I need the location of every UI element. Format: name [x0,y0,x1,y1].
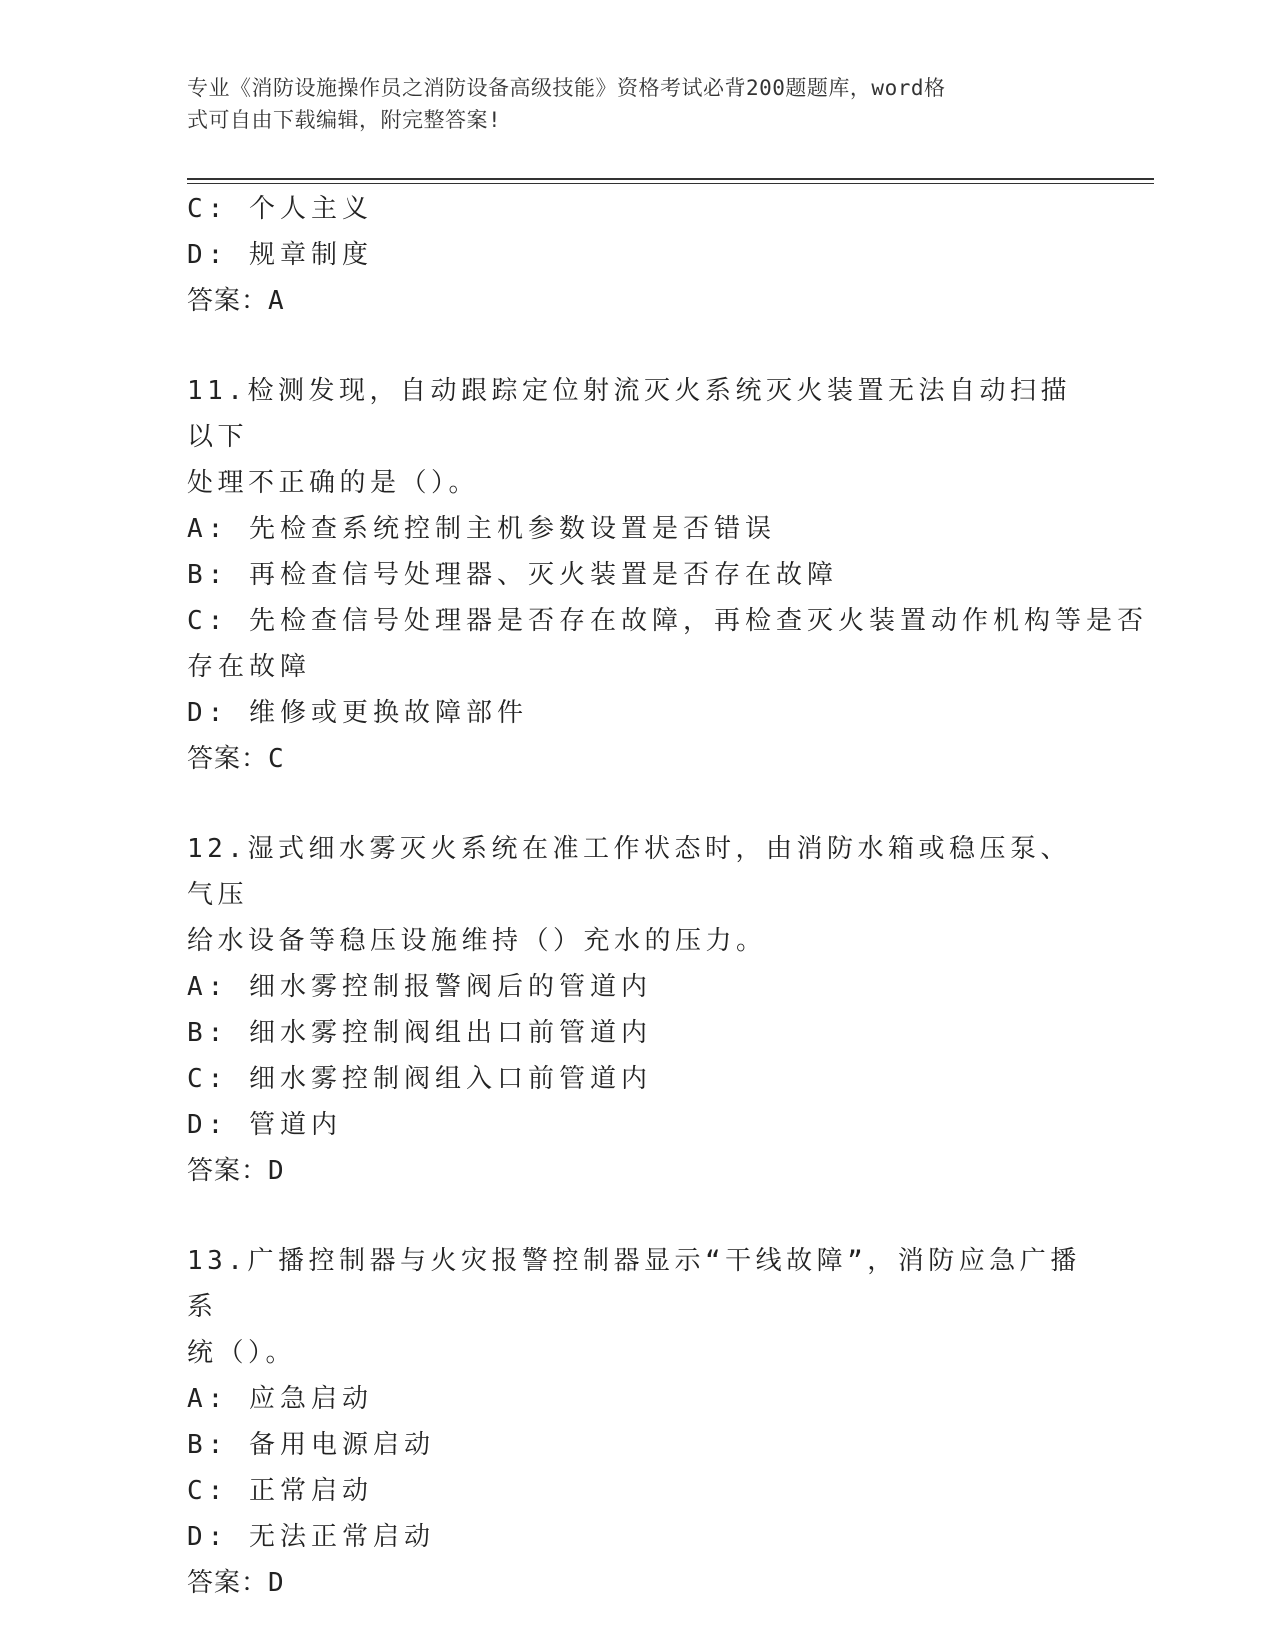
header-line-2: 式可自由下载编辑，附完整答案! [187,108,502,132]
question-content [187,186,1148,1606]
option-b: B: 细水雾控制阀组出口前管道内 [187,1018,652,1048]
option-c: C: 先检查信号处理器是否存在故障，再检查灭火装置动作机构等是否 [187,606,1148,636]
answer-line: 答案：D [187,1568,285,1598]
option-d: D: 无法正常启动 [187,1522,435,1552]
option-c: C: 细水雾控制阀组入口前管道内 [187,1064,652,1094]
option-b: B: 备用电源启动 [187,1430,435,1460]
question-block-13 [187,1238,1087,1606]
option-d: D: 维修或更换故障部件 [187,698,528,728]
option-d: D: 管道内 [187,1110,342,1140]
answer-line: 答案：A [187,286,285,316]
question-stem-line-2: 统（）。 [187,1338,297,1368]
option-a: A: 先检查系统控制主机参数设置是否错误 [187,514,776,544]
option-d: D: 规章制度 [187,240,373,270]
question-stem-line-1: 13.广播控制器与火灾报警控制器显示“干线故障”，消防应急广播系 [187,1246,1081,1322]
question-block-12 [187,826,1087,1194]
spacer [187,782,1087,826]
option-c: C: 个人主义 [187,194,373,224]
question-stem-line-2: 给水设备等稳压设施维持（）充水的压力。 [187,926,767,956]
answer-line: 答案：D [187,1156,285,1186]
question-stem-line-1: 11.检测发现，自动跟踪定位射流灭火系统灭火装置无法自动扫描以下 [187,376,1071,452]
question-stem-line-1: 12.湿式细水雾灭火系统在准工作状态时，由消防水箱或稳压泵、气压 [187,834,1071,910]
header-line-1: 专业《消防设施操作员之消防设备高级技能》资格考试必背200题题库，word格 [187,76,946,100]
answer-line: 答案：C [187,744,285,774]
spacer [187,324,1087,368]
question-stem-line-2: 处理不正确的是（）。 [187,468,480,498]
option-c-continued: 存在故障 [187,652,312,682]
header-divider-thin [187,183,1154,184]
option-a: A: 细水雾控制报警阀后的管道内 [187,972,652,1002]
previous-question-block [187,186,1087,324]
spacer [187,1194,1087,1238]
document-header [187,72,1067,136]
header-divider-thick [187,178,1154,180]
option-c: C: 正常启动 [187,1476,373,1506]
option-b: B: 再检查信号处理器、灭火装置是否存在故障 [187,560,838,590]
question-block-11 [187,368,1148,782]
option-a: A: 应急启动 [187,1384,373,1414]
